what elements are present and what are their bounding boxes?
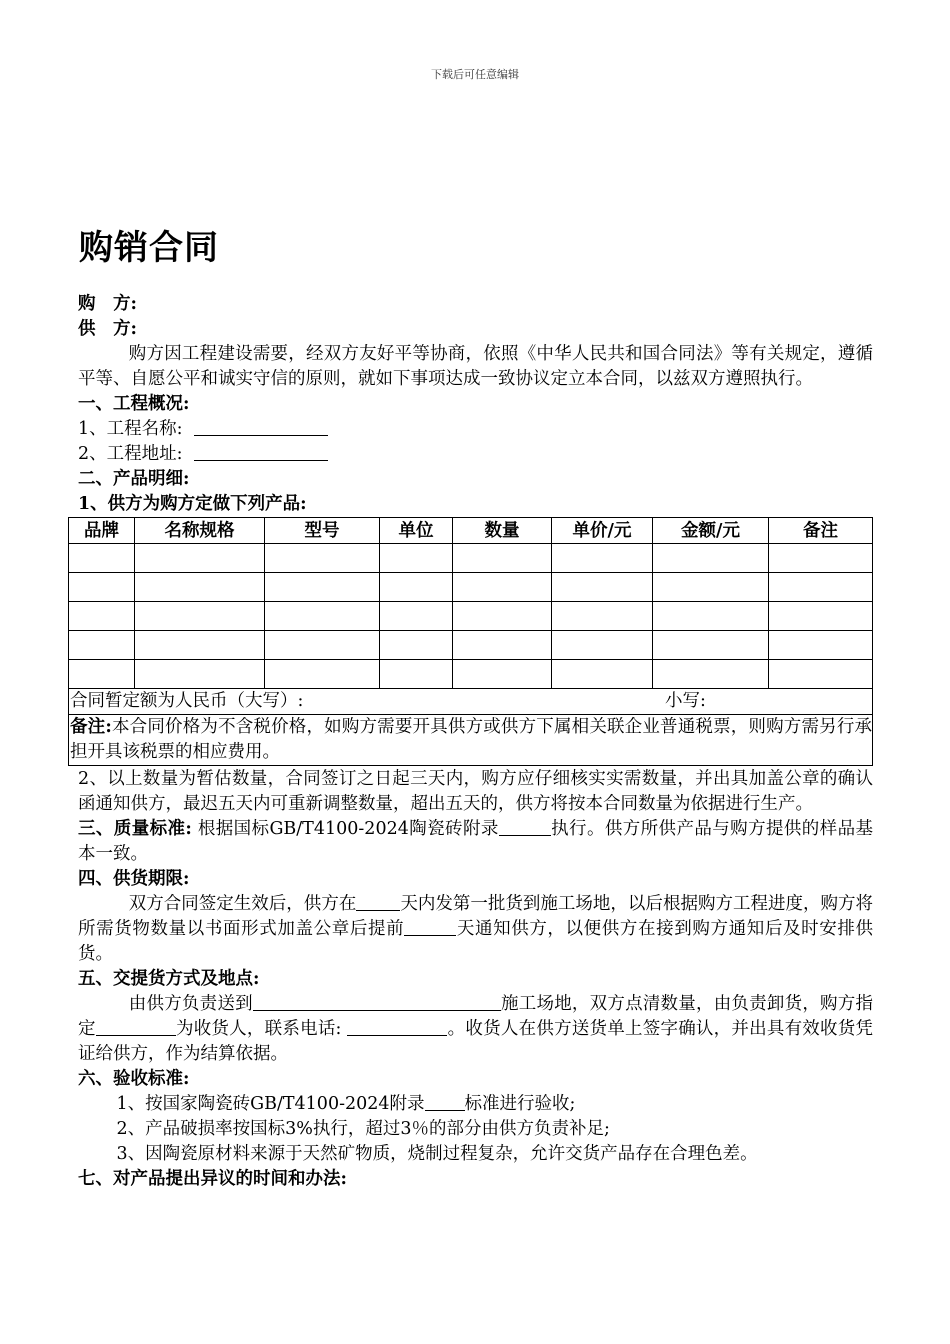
section4-text-a: 双方合同签定生效后，供方在	[128, 894, 357, 914]
table-cell[interactable]	[453, 602, 552, 631]
intro-paragraph: 购方因工程建设需要，经双方友好平等协商，依照《中华人民共和国合同法》等有关规定，遵循平等、自愿公平和诚实守信的原则，就如下事项达成一致协议定立本合同，以兹双方遵照执行。	[78, 344, 873, 389]
section6-item1-b: 标准进行验收;	[464, 1094, 576, 1114]
col-unit: 单位	[380, 518, 453, 544]
total-uppercase-label: 合同暂定额为人民币（大写）:	[70, 691, 304, 711]
table-row	[69, 660, 873, 689]
section3-appendix-blank[interactable]	[499, 817, 551, 836]
section3-paragraph	[78, 817, 873, 867]
project-name-blank[interactable]	[194, 417, 328, 436]
delivery-site-blank[interactable]	[253, 992, 501, 1011]
seller-label: 供 方:	[78, 319, 137, 339]
total-row	[69, 689, 873, 715]
total-lowercase-label: 小写:	[665, 691, 706, 711]
table-cell[interactable]	[69, 602, 135, 631]
table-cell[interactable]	[653, 660, 769, 689]
table-cell[interactable]	[769, 573, 873, 602]
section5-text-c: 为收货人，联系电话:	[175, 1019, 342, 1039]
table-row	[69, 573, 873, 602]
table-cell[interactable]	[135, 660, 265, 689]
acceptance-appendix-blank[interactable]	[425, 1092, 465, 1111]
page-header: 下载后可任意编辑	[431, 68, 519, 81]
col-name-spec: 名称规格	[135, 518, 265, 544]
table-header-row	[69, 518, 873, 544]
table-cell[interactable]	[69, 660, 135, 689]
col-unit-price: 单价/元	[552, 518, 653, 544]
contact-phone-blank[interactable]	[347, 1017, 447, 1036]
section2-item2	[78, 767, 873, 817]
table-cell[interactable]	[653, 573, 769, 602]
section6-item1	[78, 1092, 873, 1117]
table-cell[interactable]	[453, 660, 552, 689]
project-address-line	[78, 442, 873, 467]
table-cell[interactable]	[552, 573, 653, 602]
table-cell[interactable]	[135, 631, 265, 660]
section5-paragraph	[78, 992, 873, 1067]
document-title: 购销合同	[79, 228, 219, 268]
table-row	[69, 602, 873, 631]
note-label: 备注:	[70, 717, 112, 737]
section7-heading: 七、对产品提出异议的时间和办法:	[78, 1169, 347, 1189]
consignee-blank[interactable]	[96, 1017, 176, 1036]
table-cell[interactable]	[69, 573, 135, 602]
table-cell[interactable]	[135, 602, 265, 631]
table-cell[interactable]	[265, 544, 380, 573]
section1-heading: 一、工程概况:	[78, 394, 190, 414]
table-row	[69, 544, 873, 573]
table-cell[interactable]	[380, 660, 453, 689]
section5-text-a: 由供方负责送到	[128, 994, 253, 1014]
table-cell[interactable]	[453, 544, 552, 573]
section5-heading: 五、交提货方式及地点:	[78, 969, 260, 989]
section6-heading: 六、验收标准:	[78, 1069, 190, 1089]
table-cell[interactable]	[380, 544, 453, 573]
document-body	[70, 292, 874, 1192]
table-cell[interactable]	[769, 631, 873, 660]
section4-paragraph	[78, 892, 873, 967]
col-model: 型号	[265, 518, 380, 544]
table-cell[interactable]	[552, 544, 653, 573]
col-brand: 品牌	[69, 518, 135, 544]
section6-item1-a: 1、按国家陶瓷砖GB/T4100-2024附录	[116, 1094, 425, 1114]
table-cell[interactable]	[265, 602, 380, 631]
item2-text: 2、以上数量为暂估数量，合同签订之日起三天内，购方应仔细核实实需数量，并出具加盖公章的确认函通知供方，最迟五天内可重新调整数量，超出五天的，供方将按本合同数量为依据进行生产。	[78, 769, 873, 814]
project-address-blank[interactable]	[194, 442, 328, 461]
product-table	[68, 517, 873, 766]
section4-text-c: 天通知供方，以便供方在接到购方通知后及时安排供货。	[78, 919, 874, 964]
col-amount: 金额/元	[653, 518, 769, 544]
table-cell[interactable]	[769, 602, 873, 631]
table-cell[interactable]	[552, 660, 653, 689]
section3-text-a: 根据国标GB/T4100-2024陶瓷砖附录	[197, 819, 499, 839]
project-name-label: 1、工程名称:	[78, 419, 183, 439]
col-quantity: 数量	[453, 518, 552, 544]
table-cell[interactable]	[265, 573, 380, 602]
section2-sub: 1、供方为购方定做下列产品:	[78, 494, 307, 514]
note-text: 本合同价格为不含税价格，如购方需要开具供方或供方下属相关联企业普通税票，则购方需另行承担开具该税票的相应费用。	[70, 717, 872, 762]
table-cell[interactable]	[453, 631, 552, 660]
project-address-label: 2、工程地址:	[78, 444, 183, 464]
table-cell[interactable]	[135, 544, 265, 573]
table-row	[69, 631, 873, 660]
table-cell[interactable]	[769, 660, 873, 689]
table-cell[interactable]	[380, 631, 453, 660]
section6-item2: 2、产品破损率按国标3%执行，超过3％的部分由供方负责补足;	[116, 1119, 610, 1139]
section4-text-b: 天内发第一批货到施工场地，以后根据购方工程进度，购方将所需货物数量以书面形式加盖公章后提前	[78, 894, 874, 939]
section5-text-b: 施工场地，双方点清数量，由负责卸货，购方指定	[78, 994, 873, 1039]
note-row	[69, 715, 873, 766]
table-cell[interactable]	[69, 631, 135, 660]
section4-heading: 四、供货期限:	[78, 869, 190, 889]
table-cell[interactable]	[265, 660, 380, 689]
col-remark: 备注	[769, 518, 873, 544]
table-cell[interactable]	[653, 602, 769, 631]
section5-text-d: 。收货人在供方送货单上签字确认，并出具有效收货凭证给供方，作为结算依据。	[78, 1019, 874, 1064]
table-cell[interactable]	[653, 544, 769, 573]
section6-item3: 3、因陶瓷原材料来源于天然矿物质，烧制过程复杂，允许交货产品存在合理色差。	[116, 1144, 758, 1164]
table-cell[interactable]	[769, 544, 873, 573]
table-cell[interactable]	[135, 573, 265, 602]
section3-heading: 三、质量标准:	[78, 819, 192, 839]
table-cell[interactable]	[552, 602, 653, 631]
note-cell	[69, 715, 873, 766]
project-name-line	[78, 417, 873, 442]
table-cell[interactable]	[653, 631, 769, 660]
buyer-label: 购 方:	[78, 294, 137, 314]
table-cell[interactable]	[552, 631, 653, 660]
table-cell[interactable]	[69, 544, 135, 573]
notice-days-blank[interactable]	[404, 917, 456, 936]
table-cell[interactable]	[380, 602, 453, 631]
table-cell[interactable]	[265, 631, 380, 660]
section2-heading: 二、产品明细:	[78, 469, 190, 489]
table-cell[interactable]	[453, 573, 552, 602]
table-cell[interactable]	[380, 573, 453, 602]
section3-text-b: 执行。供方所供产品与购方提供的样品基本一致。	[78, 819, 873, 864]
first-delivery-days-blank[interactable]	[356, 892, 400, 911]
total-cell	[69, 689, 873, 715]
